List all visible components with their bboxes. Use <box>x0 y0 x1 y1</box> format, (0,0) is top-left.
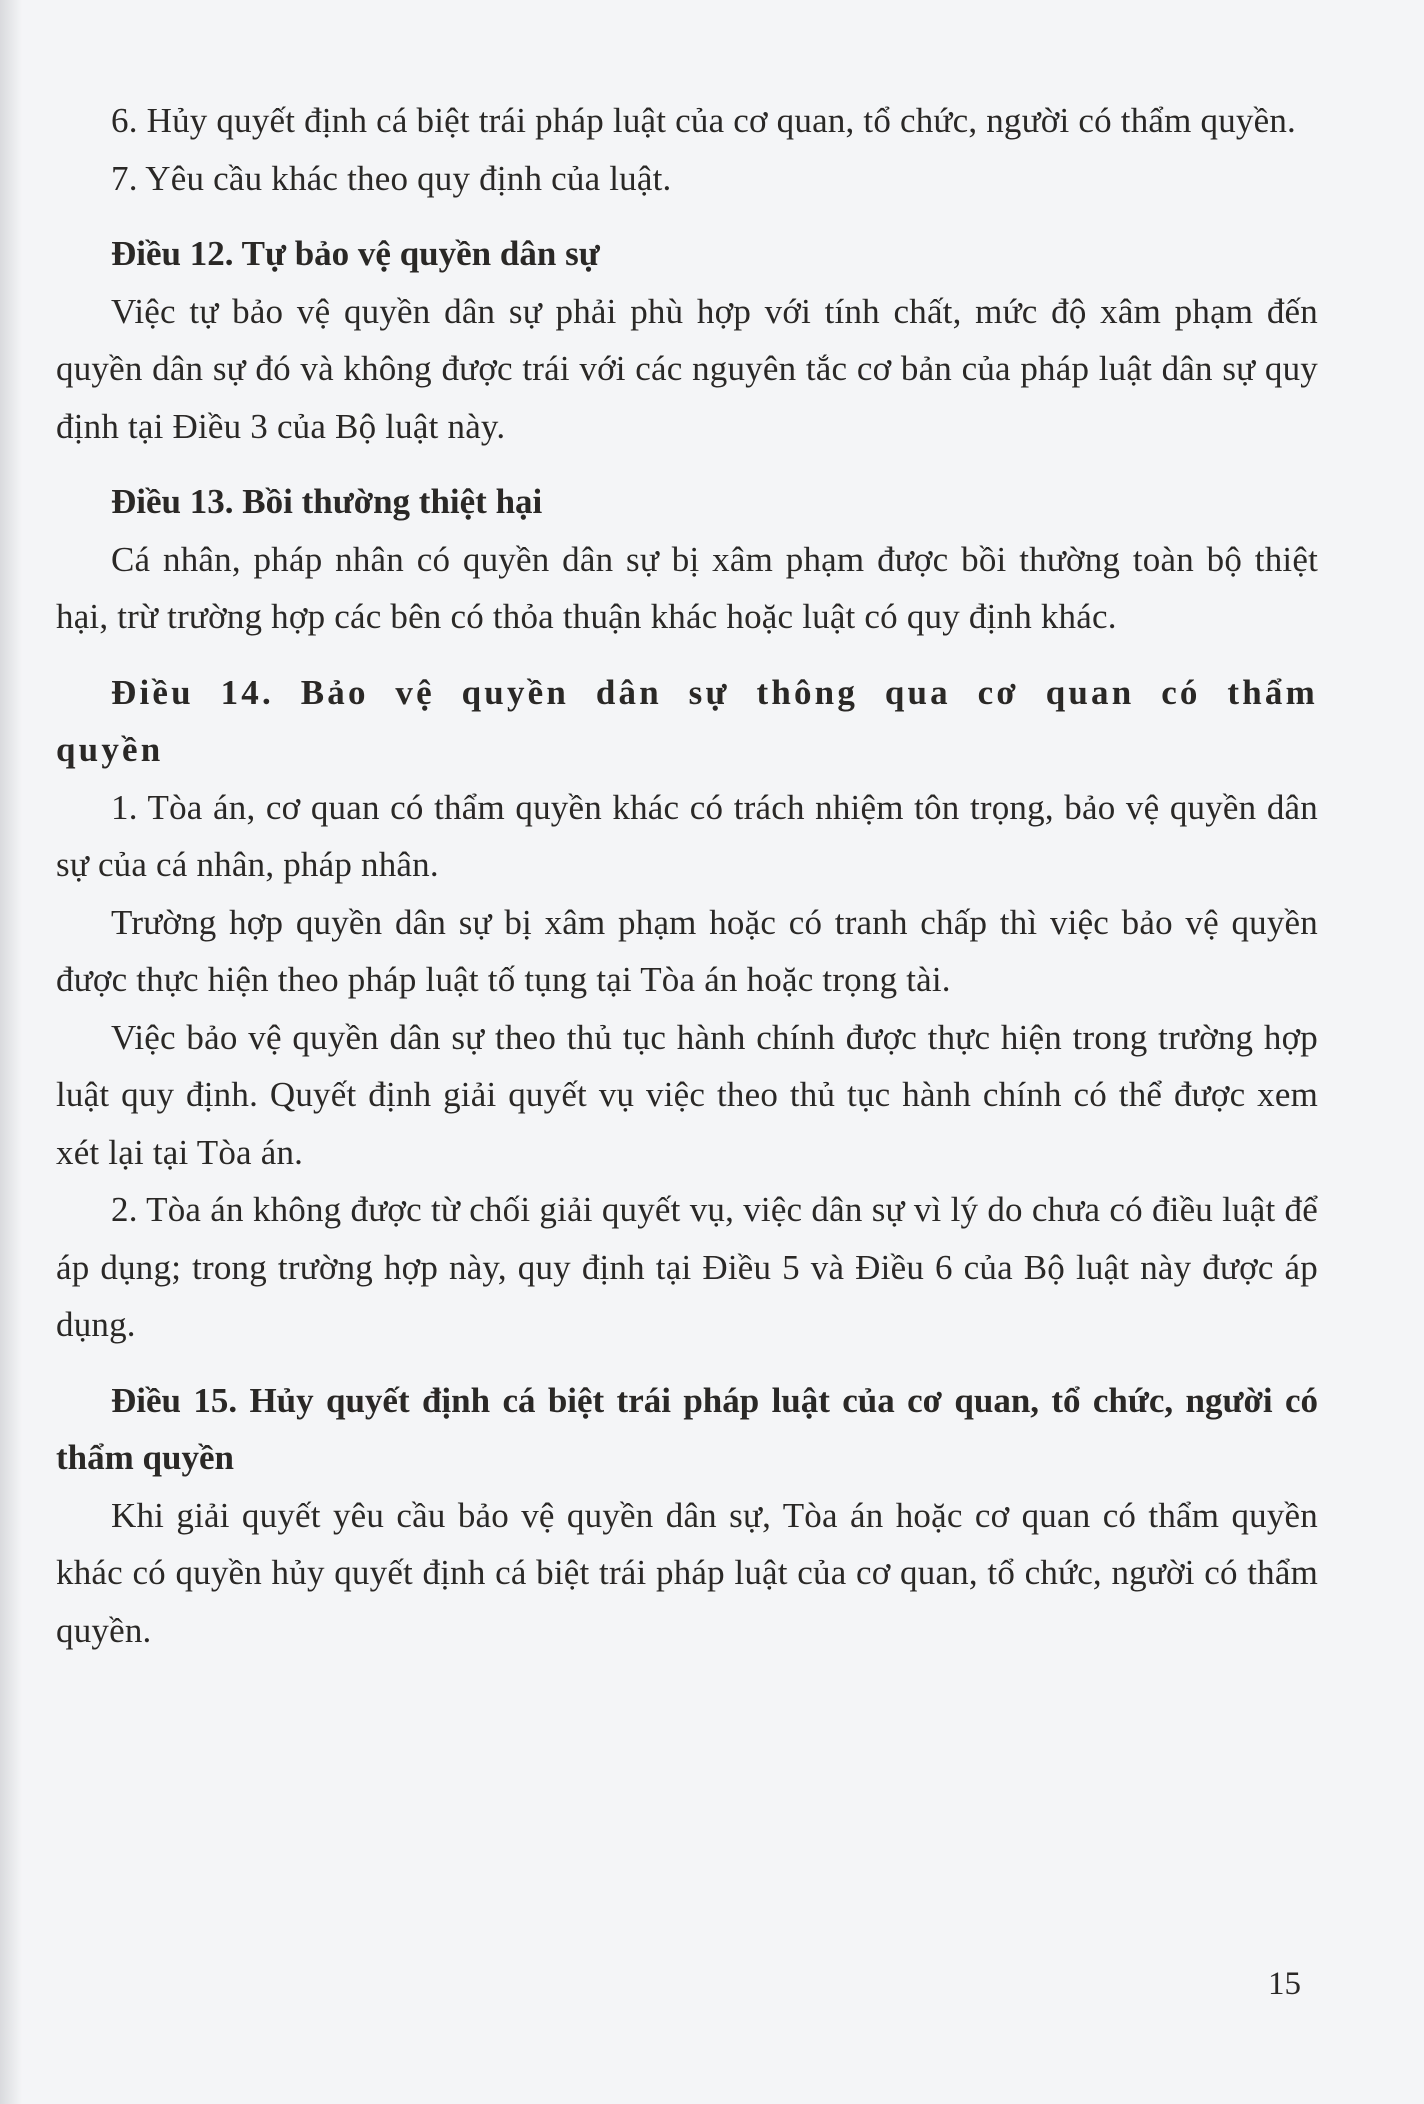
page-body <box>56 92 1318 1659</box>
article-13-paragraph: Cá nhân, pháp nhân có quyền dân sự bị xâm phạm được bồi thường toàn bộ thiệt hại, trừ trường hợp các bên có thỏa thuận khác hoặc luật có quy định khác. <box>56 539 1318 636</box>
article-12-heading: Điều 12. Tự bảo vệ quyền dân sự <box>111 234 600 273</box>
article-14-heading: Điều 14. Bảo vệ quyền dân sự thông qua cơ quan có thẩm quyền <box>56 672 1318 769</box>
article-15-heading: Điều 15. Hủy quyết định cá biệt trái pháp luật của cơ quan, tổ chức, người có thẩm quyền <box>56 1380 1318 1477</box>
page-binding-shadow <box>0 0 22 2104</box>
article-14-clause-2-paragraph: 2. Tòa án không được từ chối giải quyết vụ, việc dân sự vì lý do chưa có điều luật để áp dụng; trong trường hợp này, quy định tại Điều 5 và Điều 6 của Bộ luật này được áp dụng. <box>56 1190 1318 1344</box>
article-12-paragraph: Việc tự bảo vệ quyền dân sự phải phù hợp với tính chất, mức độ xâm phạm đến quyền dân sự đó và không được trái với các nguyên tắc cơ bản của pháp luật dân sự quy định tại Điều 3 của Bộ luật này. <box>56 291 1318 446</box>
page-number: 15 <box>1268 1966 1301 2002</box>
article-13-heading: Điều 13. Bồi thường thiệt hại <box>111 482 543 521</box>
clause-7-paragraph: 7. Yêu cầu khác theo quy định của luật. <box>111 158 672 198</box>
article-14-administrative-paragraph: Việc bảo vệ quyền dân sự theo thủ tục hành chính được thực hiện trong trường hợp luật quy định. Quyết định giải quyết vụ việc theo thủ tục hành chính có thể được xem xét lại tại Tòa án. <box>56 1017 1318 1172</box>
article-14-court-paragraph: Trường hợp quyền dân sự bị xâm phạm hoặc có tranh chấp thì việc bảo vệ quyền được thực hiện theo pháp luật tố tụng tại Tòa án hoặc trọng tài. <box>56 902 1318 999</box>
clause-6-paragraph: 6. Hủy quyết định cá biệt trái pháp luật của cơ quan, tổ chức, người có thẩm quyền. <box>111 101 1296 140</box>
article-15-paragraph: Khi giải quyết yêu cầu bảo vệ quyền dân sự, Tòa án hoặc cơ quan có thẩm quyền khác có quyền hủy quyết định cá biệt trái pháp luật của cơ quan, tổ chức, người có thẩm quyền. <box>56 1495 1318 1650</box>
article-14-clause-1-paragraph: 1. Tòa án, cơ quan có thẩm quyền khác có trách nhiệm tôn trọng, bảo vệ quyền dân sự của cá nhân, pháp nhân. <box>56 787 1318 884</box>
